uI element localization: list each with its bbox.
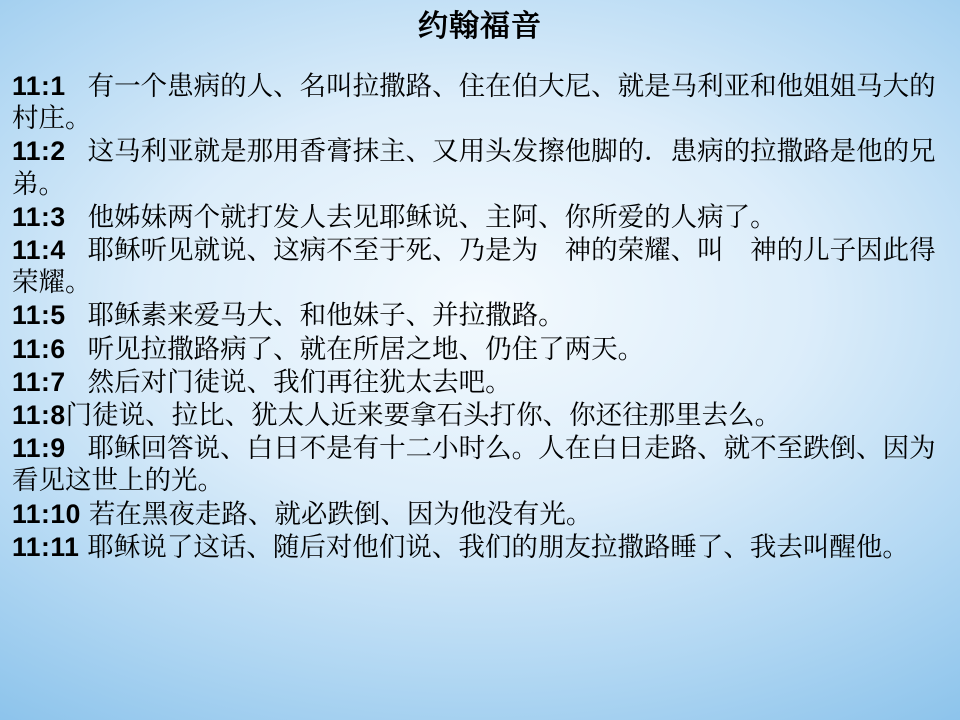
verse-11-2 bbox=[12, 135, 952, 200]
verse-number: 11:3 bbox=[12, 201, 66, 232]
slide-title: 约翰福音 bbox=[418, 9, 542, 44]
verse-number: 11:1 bbox=[12, 71, 66, 101]
verse-text: 他姊妹两个就打发人去见耶稣说、主阿、你所爱的人病了。 bbox=[87, 201, 777, 233]
verse-text: 门徒说、拉比、犹太人近来要拿石头打你、你还往那里去么。 bbox=[65, 400, 782, 432]
verse-text: 耶稣说了这话、随后对他们说、我们的朋友拉撒路睡了、我去叫醒他。 bbox=[87, 531, 909, 563]
verse-number: 11:8 bbox=[12, 400, 66, 431]
verse-11-4 bbox=[12, 234, 952, 299]
verse-text: 耶稣回答说、白日不是有十二小时么。人在白日走路、就不至跌倒、因为看见这世上的光。 bbox=[12, 433, 936, 497]
verse-11-6 bbox=[12, 333, 952, 366]
verse-text: 耶稣素来爱马大、和他妹子、并拉撒路。 bbox=[87, 300, 565, 332]
verse-11-10 bbox=[12, 498, 952, 531]
verse-text: 然后对门徒说、我们再往犹太去吧。 bbox=[87, 366, 512, 398]
verse-number: 11:7 bbox=[12, 366, 66, 397]
verse-number: 11:11 bbox=[12, 531, 80, 562]
verse-number: 11:9 bbox=[12, 433, 66, 464]
verse-11-9 bbox=[12, 432, 952, 497]
verse-text: 若在黑夜走路、就必跌倒、因为他没有光。 bbox=[88, 498, 593, 530]
verse-11-5 bbox=[12, 299, 952, 332]
verse-11-11 bbox=[12, 531, 952, 564]
verse-number: 11:10 bbox=[12, 498, 81, 529]
verse-number: 11:4 bbox=[12, 235, 66, 266]
verse-text: 耶稣听见就说、这病不至于死、乃是为 神的荣耀、叫 神的儿子因此得荣耀。 bbox=[12, 235, 936, 299]
verse-number: 11:5 bbox=[12, 300, 66, 331]
verse-11-1 bbox=[12, 70, 952, 135]
verse-11-7 bbox=[12, 366, 952, 399]
verse-text: 有一个患病的人、名叫拉撒路、住在伯大尼、就是马利亚和他姐姐马大的村庄。 bbox=[12, 71, 936, 135]
verse-11-8 bbox=[12, 399, 952, 432]
verse-number: 11:6 bbox=[12, 333, 66, 364]
verse-number: 11:2 bbox=[12, 136, 66, 167]
verse-list bbox=[12, 70, 952, 564]
verse-11-3 bbox=[12, 201, 952, 234]
verse-text: 这马利亚就是那用香膏抹主、又用头发擦他脚的．患病的拉撒路是他的兄弟。 bbox=[12, 136, 936, 200]
verse-text: 听见拉撒路病了、就在所居之地、仍住了两天。 bbox=[87, 333, 645, 365]
